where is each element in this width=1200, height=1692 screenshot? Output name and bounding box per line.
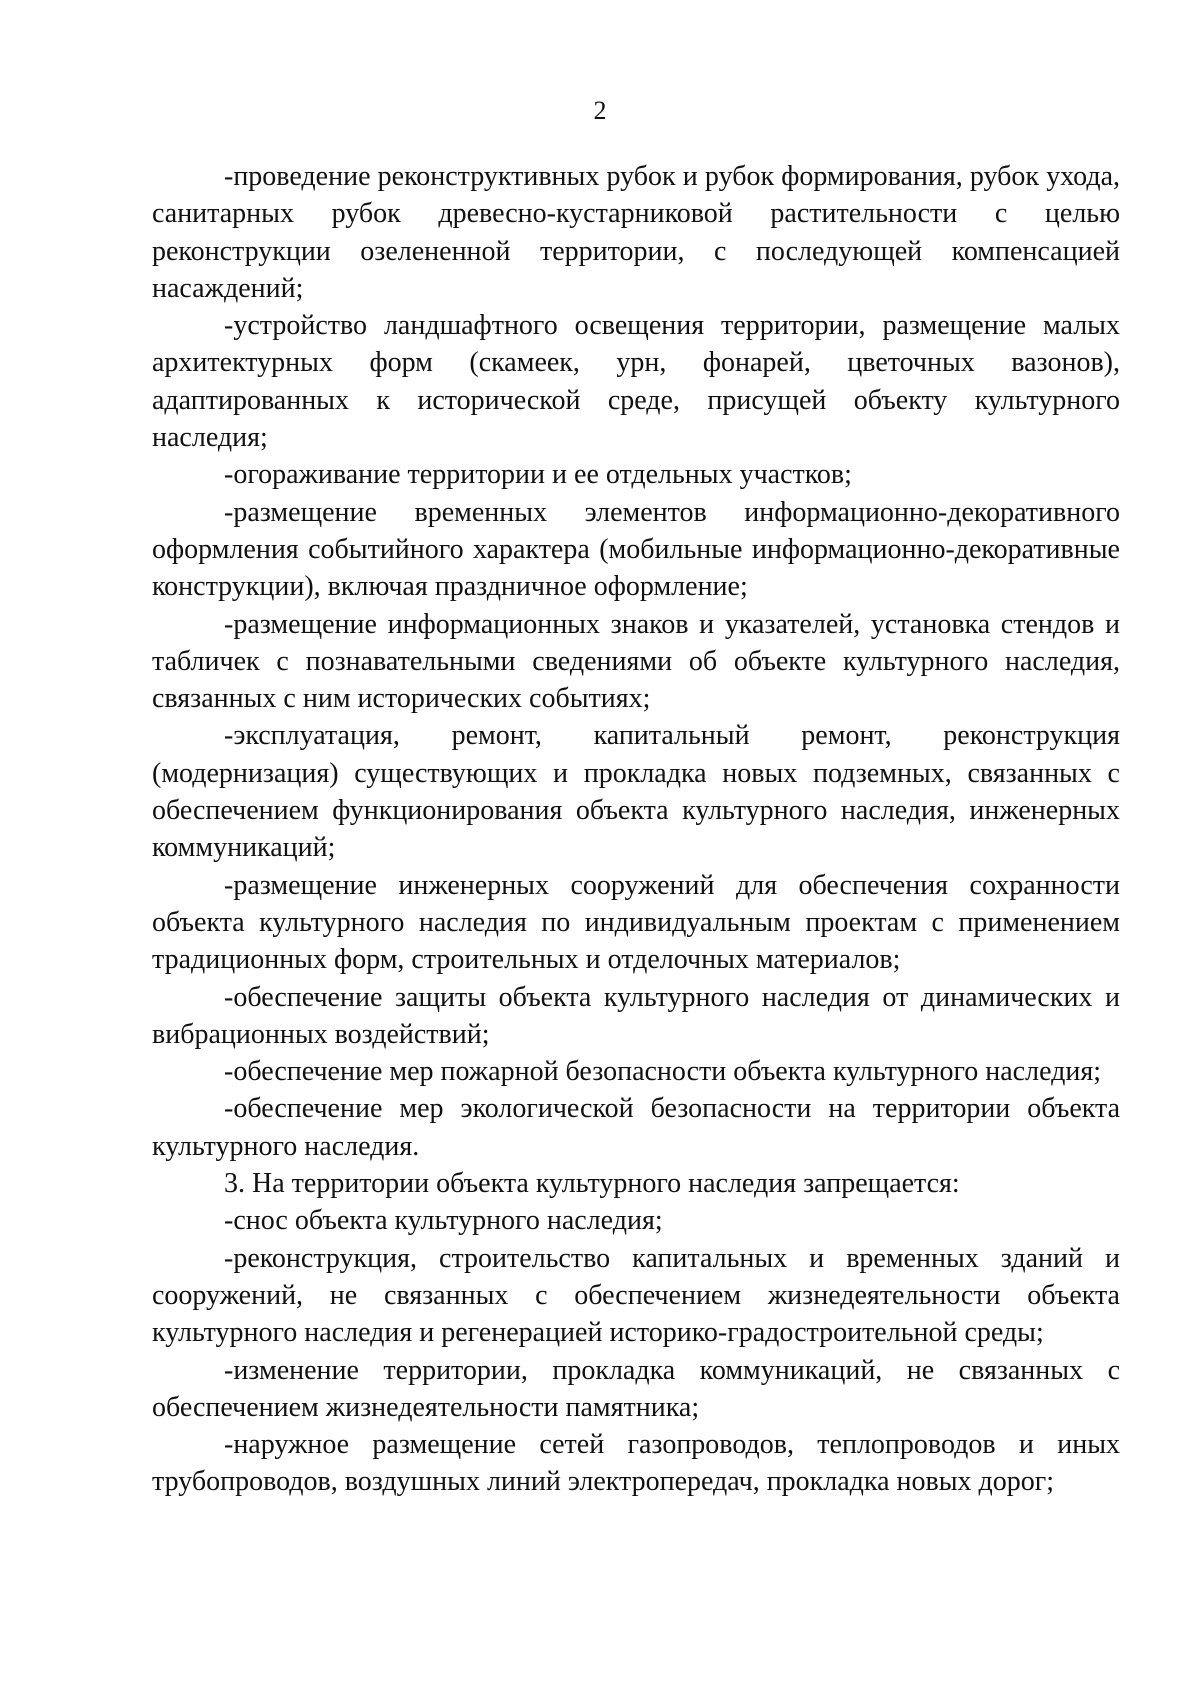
paragraph: -обеспечение мер пожарной безопасности объекта культурного наследия; [224,1056,1102,1088]
paragraph: -обеспечение мер экологической безопасности на территории объекта культурного наследия. [152,1093,1120,1162]
paragraph: -наружное размещение сетей газопроводов, теплопроводов и иных трубопроводов, воздушных линий электропередач, прокладка новых дорог; [152,1429,1120,1498]
paragraph: -размещение временных элементов информационно-декоративного оформления событийного характера (мобильные информационно-декоративные конструкции), включая праздничное оформление; [152,496,1120,603]
body-text [152,158,1120,1501]
paragraph: -размещение инженерных сооружений для обеспечения сохранности объекта культурного наследия по индивидуальным проектам с применением традиционных форм, строительных и отделочных материалов; [152,869,1120,976]
paragraph: -устройство ландшафтного освещения территории, размещение малых архитектурных форм (скамеек, урн, фонарей, цветочных вазонов), адаптированных к исторической среде, присущей объекту культурного наследия; [152,310,1120,454]
section-heading: 3. На территории объекта культурного наследия запрещается: [224,1168,960,1200]
paragraph: -обеспечение защиты объекта культурного наследия от динамических и вибрационных воздействий; [152,981,1120,1050]
paragraph: -снос объекта культурного наследия; [224,1205,663,1237]
paragraph: -проведение реконструктивных рубок и рубок формирования, рубок ухода, санитарных рубок древесно-кустарниковой растительности с целью реконструкции озелененной территории, с последующей компенсацией насаждений; [152,161,1120,304]
paragraph: -изменение территории, прокладка коммуникаций, не связанных с обеспечением жизнедеятельности памятника; [152,1354,1120,1423]
paragraph: -реконструкция, строительство капитальных и временных зданий и сооружений, не связанных с обеспечением жизнедеятельности объекта культурного наследия и регенерацией историко-градостроительной среды; [152,1242,1120,1349]
page-number: 2 [593,96,607,125]
paragraph: -размещение информационных знаков и указателей, установка стендов и табличек с познавательными сведениями об объекте культурного наследия, связанных с ним исторических событиях; [152,608,1120,715]
paragraph: -огораживание территории и ее отдельных участков; [224,459,852,491]
paragraph: -эксплуатация, ремонт, капитальный ремонт, реконструкция (модернизация) существующих и прокладка новых подземных, связанных с обеспечением функционирования объекта культурного наследия, инженерных коммуникаций; [152,720,1120,864]
